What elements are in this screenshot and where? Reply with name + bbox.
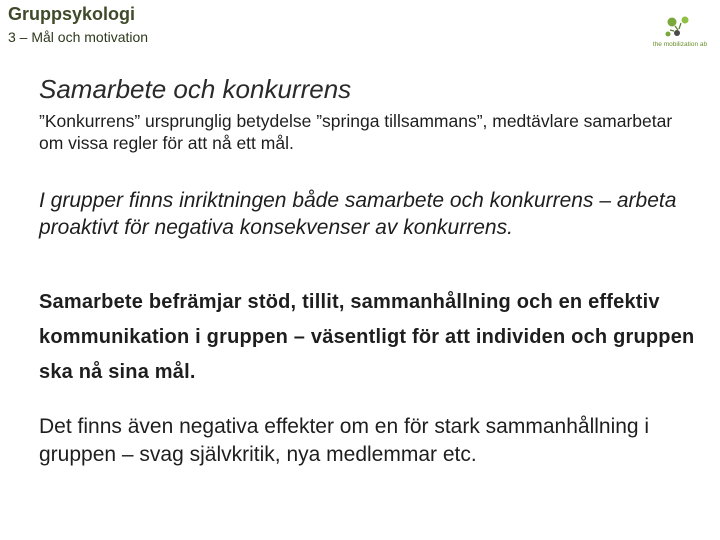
logo-icon <box>648 14 712 42</box>
logo-text: the mobilization ab <box>652 41 708 48</box>
header-subtitle: 3 – Mål och motivation <box>8 29 149 45</box>
paragraph-orientation: I grupper finns inriktningen både samarbete och konkurrens – arbeta proaktivt för negativa konsekvenser av konkurrens. <box>39 189 677 239</box>
slide-heading: Samarbete och konkurrens <box>39 74 352 104</box>
paragraph-definition: ”Konkurrens” ursprunglig betydelse ”springa tillsammans”, medtävlare samarbetar om vissa regler för att nå ett mål. <box>39 111 673 153</box>
company-logo <box>648 14 712 54</box>
paragraph-cooperation: Samarbete befrämjar stöd, tillit, sammanhållning och en effektiv kommunikation i gruppen – väsentligt för att individen och gruppen ska nå sina mål. <box>39 291 695 383</box>
header-title: Gruppsykologi <box>8 4 136 24</box>
paragraph-negative-effects: Det finns även negativa effekter om en för stark sammanhållning i gruppen – svag självkritik, nya medlemmar etc. <box>39 415 650 466</box>
